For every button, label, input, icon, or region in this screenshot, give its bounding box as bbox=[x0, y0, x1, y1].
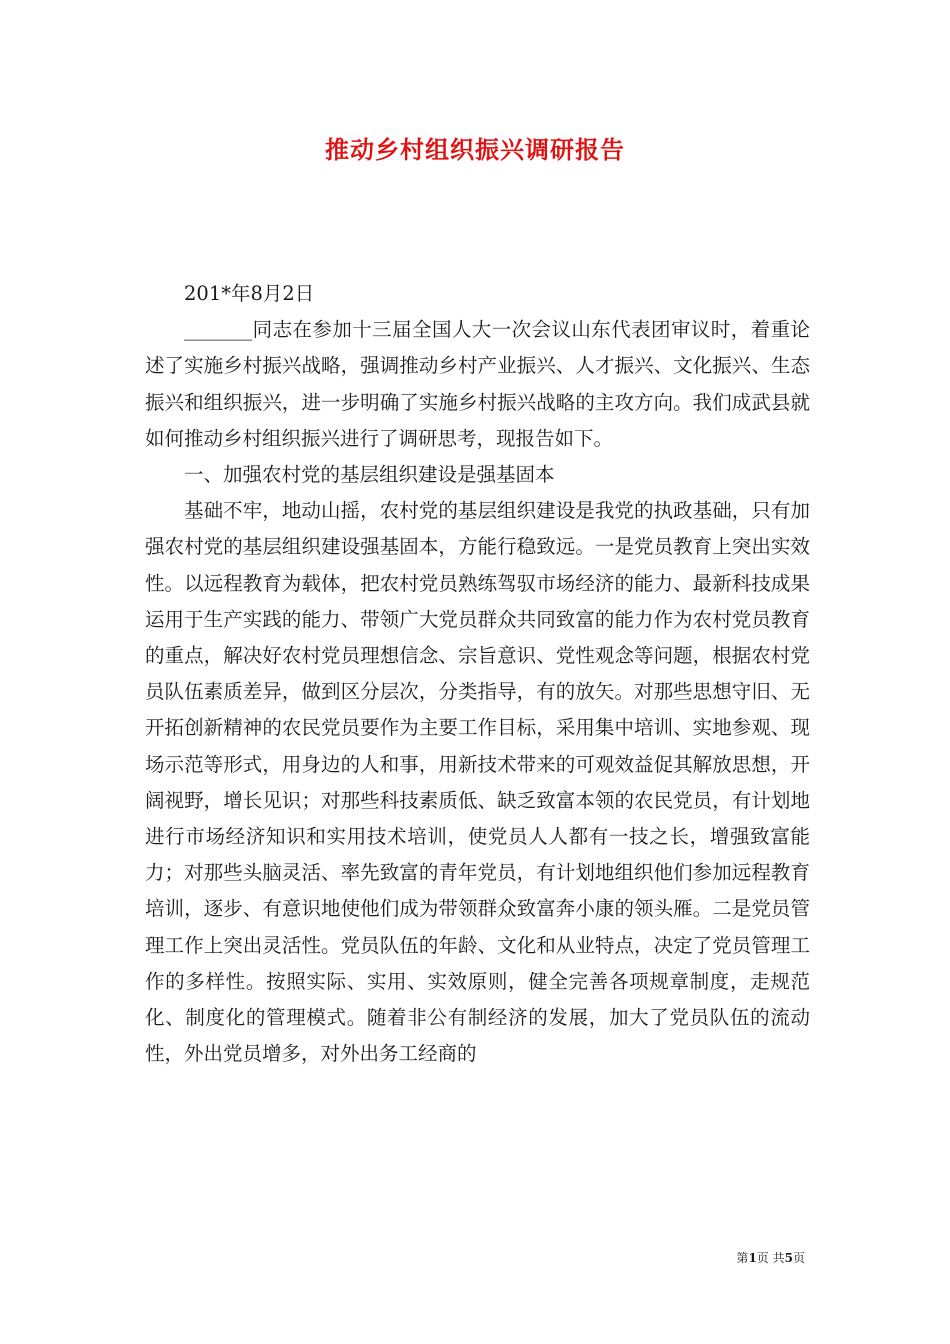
intro-paragraph bbox=[145, 312, 810, 457]
section-heading-1: 一、加强农村党的基层组织建设是强基固本 bbox=[184, 463, 555, 487]
intro-text: 同志在参加十三届全国人大一次会议山东代表团审议时，着重论述了实施乡村振兴战略，强调推动乡村产业振兴、人才振兴、文化振兴、生态振兴和组织振兴，进一步明确了实施乡村振兴战略的主攻方向。我们成武县就如何推动乡村组织振兴进行了调研思考，现报告如下。 bbox=[145, 318, 810, 450]
footer-total-pages: 5 bbox=[784, 1251, 793, 1265]
footer-prefix: 第 bbox=[736, 1251, 749, 1265]
name-blank: _______ bbox=[184, 318, 253, 342]
footer-middle: 页 共 bbox=[756, 1251, 785, 1265]
body-paragraph-2: 基础不牢，地动山摇，农村党的基层组织建设是我党的执政基础，只有加强农村党的基层组织建设强基固本，方能行稳致远。一是党员教育上突出实效性。以远程教育为载体，把农村党员熟练驾驭市场经济的能力、最新科技成果运用于生产实践的能力、带领广大党员群众共同致富的能力作为农村党员教育的重点，解决好农村党员理想信念、宗旨意识、党性观念等问题，根据农村党员队伍素质差异，做到区分层次，分类指导，有的放矢。对那些思想守旧、无开拓创新精神的农民党员要作为主要工作目标，采用集中培训、实地参观、现场示范等形式，用身边的人和事，用新技术带来的可观效益促其解放思想，开阔视野，增长见识；对那些科技素质低、缺乏致富本领的农民党员，有计划地进行市场经济知识和实用技术培训，使党员人人都有一技之长，增强致富能力；对那些头脑灵活、率先致富的青年党员，有计划地组织他们参加远程教育培训，逐步、有意识地使他们成为带领群众致富奔小康的领头雁。二是党员管理工作上突出灵活性。党员队伍的年龄、文化和从业特点，决定了党员管理工作的多样性。按照实际、实用、实效原则，健全完善各项规章制度，走规范化、制度化的管理模式。随着非公有制经济的发展，加大了党员队伍的流动性，外出党员增多，对外出务工经商的 bbox=[145, 499, 810, 1066]
document-body bbox=[145, 276, 810, 1072]
report-date: 201*年8月2日 bbox=[184, 282, 315, 305]
document-title: 推动乡村组织振兴调研报告 bbox=[325, 135, 625, 164]
footer-page-number: 1 bbox=[748, 1251, 757, 1265]
page-footer bbox=[736, 1250, 805, 1266]
footer-suffix: 页 bbox=[792, 1251, 805, 1265]
